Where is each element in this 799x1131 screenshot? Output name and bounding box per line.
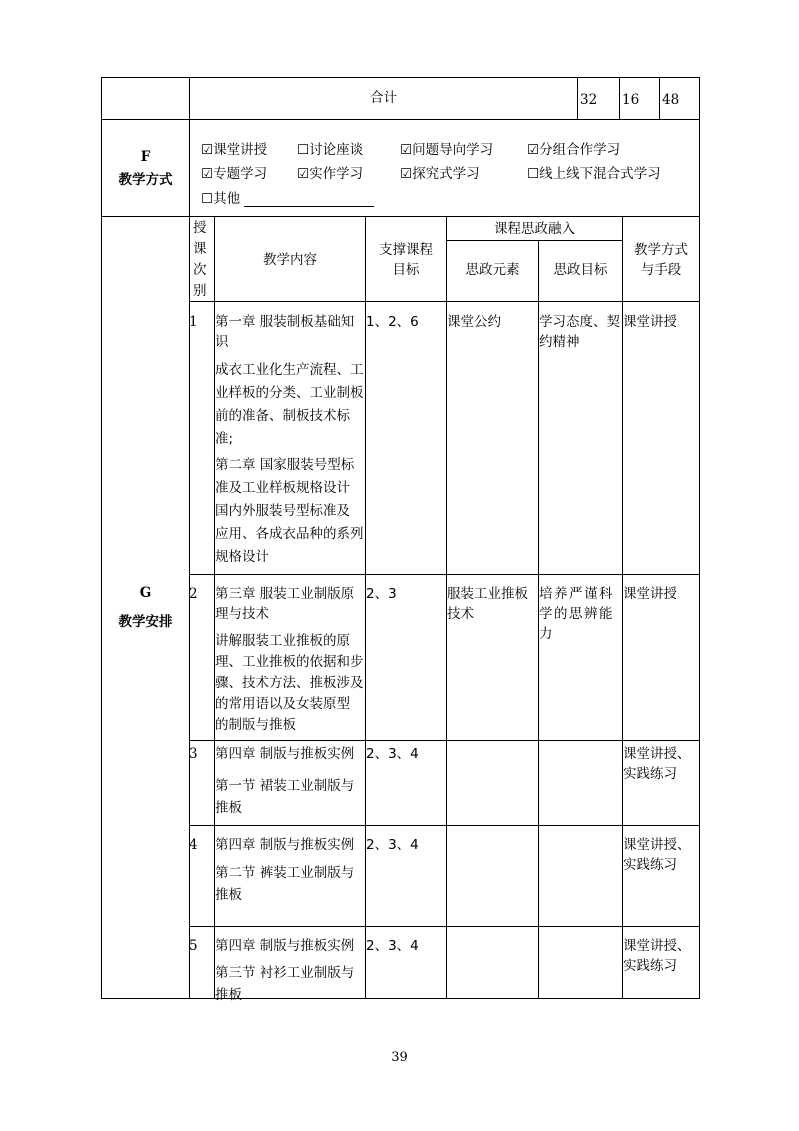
option-discussion: ☐讨论座谈 bbox=[297, 142, 364, 158]
section-f-title: 教学方式 bbox=[118, 172, 173, 188]
table-border-top bbox=[101, 77, 700, 78]
row1-num: 1 bbox=[189, 314, 198, 330]
row1-content-2: 成衣工业化生产流程、工 业样板的分类、工业制板 前的准备、制板技术标 准; bbox=[215, 362, 364, 447]
row4-content-2: 第二节 裤装工业制版与 推板 bbox=[215, 865, 355, 903]
section-f-letter: F bbox=[140, 149, 151, 165]
row5-goal: 2、3、4 bbox=[366, 938, 419, 954]
table-line-total-v2 bbox=[619, 77, 620, 119]
section-g-letter: G bbox=[139, 585, 152, 601]
option-lecture: ☑课堂讲授 bbox=[201, 142, 268, 158]
header-goal: 支撑课程 目标 bbox=[379, 242, 433, 278]
row1-method: 课堂讲授 bbox=[623, 314, 677, 330]
row1-element: 课堂公约 bbox=[447, 314, 501, 330]
section-g-title: 教学安排 bbox=[118, 614, 173, 630]
table-line-header-bottom bbox=[189, 301, 700, 302]
row5-method: 课堂讲授、 实践练习 bbox=[623, 938, 691, 974]
table-line-row1-bottom bbox=[189, 574, 700, 575]
row3-content-2: 第一节 裙装工业制版与 推板 bbox=[215, 778, 355, 816]
page-number: 39 bbox=[391, 1050, 408, 1065]
option-group-cooperation: ☑分组合作学习 bbox=[527, 142, 621, 158]
header-content: 教学内容 bbox=[263, 252, 317, 268]
row2-ideo-goal: 培养严谨科 学的思辨能 力 bbox=[539, 586, 614, 642]
row3-content: 第四章 制版与推板实例 bbox=[215, 746, 355, 762]
option-inquiry: ☑探究式学习 bbox=[400, 166, 480, 182]
table-line-total-v1 bbox=[577, 77, 578, 119]
row2-content: 第三章 服装工业制版原 理与技术 bbox=[215, 586, 355, 622]
row4-num: 4 bbox=[189, 837, 198, 853]
header-session: 授 课 次 别 bbox=[193, 220, 207, 299]
row4-method: 课堂讲授、 实践练习 bbox=[623, 837, 691, 873]
row1-content-4: 国内外服装号型标准及 应用、各成衣品种的系列 规格设计 bbox=[215, 503, 364, 565]
header-ideo-goal: 思政目标 bbox=[553, 262, 608, 278]
table-line-row4-bottom bbox=[189, 926, 700, 927]
total-value-2: 16 bbox=[622, 92, 640, 108]
option-practical: ☑实作学习 bbox=[297, 166, 364, 182]
option-other-underline bbox=[244, 206, 374, 207]
option-other: ☐其他 bbox=[201, 191, 241, 207]
table-line-row2-bottom bbox=[189, 740, 700, 741]
row2-element: 服装工业推板 技术 bbox=[447, 586, 528, 622]
row4-goal: 2、3、4 bbox=[366, 837, 419, 853]
row2-content-2: 讲解服装工业推板的原 理、工业推板的依据和步 骤、技术方法、推板涉及 的常用语以及女装原型 的制版与推板 bbox=[215, 633, 364, 733]
row2-goal: 2、3 bbox=[366, 586, 397, 602]
row4-content: 第四章 制版与推板实例 bbox=[215, 837, 355, 853]
row5-content: 第四章 制版与推板实例 bbox=[215, 938, 355, 954]
row3-method: 课堂讲授、 实践练习 bbox=[623, 746, 691, 782]
table-line-ideo-header bbox=[446, 240, 622, 241]
total-value-3: 48 bbox=[662, 92, 680, 108]
row1-content: 第一章 服装制板基础知 识 bbox=[215, 314, 355, 350]
row1-ideo-goal: 学习态度、契 约精神 bbox=[539, 314, 620, 350]
row3-num: 3 bbox=[189, 746, 198, 762]
table-line-total-v3 bbox=[659, 77, 660, 119]
table-border-right bbox=[699, 77, 700, 999]
table-line-f-bottom bbox=[101, 216, 700, 217]
option-blended: ☐线上线下混合式学习 bbox=[527, 166, 661, 182]
table-border-bottom bbox=[101, 998, 700, 999]
option-problem-based: ☑问题导向学习 bbox=[400, 142, 494, 158]
row5-num: 5 bbox=[189, 938, 198, 954]
row3-goal: 2、3、4 bbox=[366, 746, 419, 762]
row1-content-3: 第二章 国家服装号型标 准及工业样板规格设计 bbox=[215, 457, 355, 496]
table-border-left bbox=[101, 77, 102, 999]
header-element: 思政元素 bbox=[465, 262, 520, 278]
table-line-label-col bbox=[189, 77, 190, 999]
row2-num: 2 bbox=[189, 586, 198, 602]
table-line-total-bottom bbox=[101, 119, 700, 120]
row1-goal: 1、2、6 bbox=[366, 314, 419, 330]
table-line-ideo-col bbox=[622, 216, 623, 999]
row5-content-2: 第三节 衬衫工业制版与 推板 bbox=[215, 965, 355, 1003]
table-line-content-col bbox=[365, 216, 366, 999]
total-label: 合计 bbox=[370, 90, 397, 106]
option-topic-study: ☑专题学习 bbox=[201, 166, 268, 182]
total-value-1: 32 bbox=[580, 92, 598, 108]
header-method: 教学方式 与手段 bbox=[634, 242, 688, 278]
header-ideo: 课程思政融入 bbox=[494, 221, 575, 237]
row2-method: 课堂讲授 bbox=[623, 586, 677, 602]
table-line-row3-bottom bbox=[189, 825, 700, 826]
